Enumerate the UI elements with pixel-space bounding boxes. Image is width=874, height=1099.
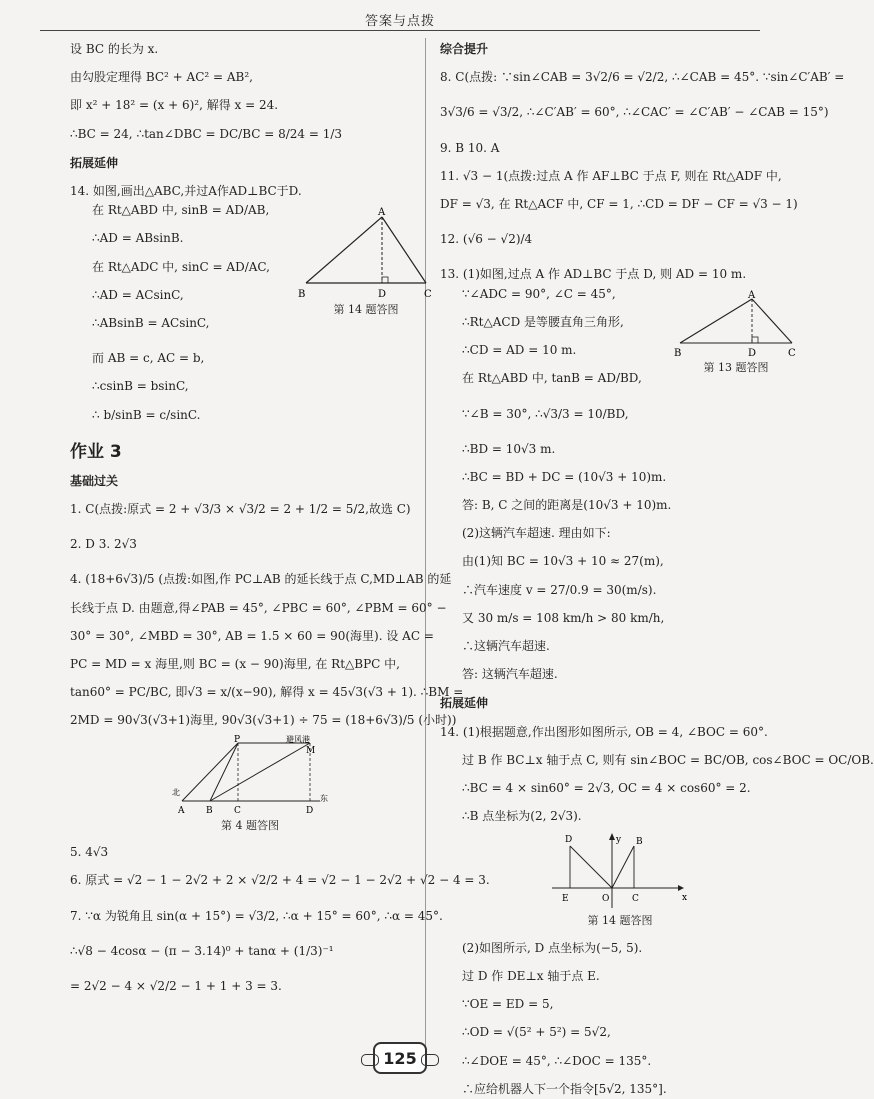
text-line: ∴BC = BD + DC = (10√3 + 10)m. <box>462 469 667 484</box>
label-east: 东 <box>320 793 328 803</box>
text-line: ∴AD = ABsinB. <box>92 231 184 246</box>
text-line: ∴OD = √(5² + 5²) = 5√2, <box>462 1025 611 1040</box>
text-line: = 2√2 − 4 × √2/2 − 1 + 1 + 3 = 3. <box>70 978 282 993</box>
text-line: ∴∠DOE = 45°, ∴∠DOC = 135°. <box>462 1053 652 1068</box>
q14-block <box>70 201 432 349</box>
text-line: 4. (18+6√3)/5 (点拨:如图,作 PC⊥AB 的延长线于点 C,MD⊥AB 的延 <box>70 572 452 587</box>
figure-13 <box>674 289 798 377</box>
text-line: ∴CD = AD = 10 m. <box>462 342 577 357</box>
text-line: ∴BC = 24, ∴tan∠DBC = DC/BC = 8/24 = 1/3 <box>70 126 343 141</box>
text-line: ∴BD = 10√3 m. <box>462 441 556 456</box>
text-line: 长线于点 D. 由题意,得∠PAB = 45°, ∠PBC = 60°, ∠PBM = 60° − <box>70 600 447 615</box>
text-line: 5. 4√3 <box>70 845 109 860</box>
line-ab <box>306 217 382 283</box>
text-line: ∴应给机器人下一个指令[5√2, 135°]. <box>462 1081 667 1096</box>
text-line: ∴ABsinB = ACsinC, <box>92 315 210 330</box>
text-line: 在 Rt△ADC 中, sinC = AD/AC, <box>92 259 270 274</box>
figure-14-right <box>550 830 690 930</box>
line-ob <box>612 846 634 888</box>
text-line: 由(1)知 BC = 10√3 + 10 ≈ 27(m), <box>462 554 664 569</box>
line-bm <box>210 743 310 801</box>
header-rule <box>40 30 760 31</box>
text-line: 由勾股定理得 BC² + AC² = AB², <box>70 70 253 85</box>
label-p: P <box>234 734 241 745</box>
q14-steps <box>70 201 270 333</box>
text-line: 11. √3 − 1(点拨:过点 A 作 AF⊥BC 于点 F, 则在 Rt△ADF 中, <box>440 168 782 183</box>
text-line: 答: 这辆汽车超速. <box>462 667 558 682</box>
figure-4 <box>170 735 330 835</box>
text-line: 13. (1)如图,过点 A 作 AD⊥BC 于点 D, 则 AD = 10 m. <box>440 267 747 282</box>
right-angle-mark <box>752 337 758 343</box>
triangle-figure-13 <box>674 289 798 359</box>
text-line: ∴这辆汽车超速. <box>462 639 550 653</box>
text-line: 6. 原式 = √2 − 1 − 2√2 + 2 × √2/2 + 4 = √2 − 1 − 2√2 + √2 − 4 = 3. <box>70 873 490 888</box>
q13-block <box>440 285 796 405</box>
header-title: 答案与点拨 <box>364 14 435 29</box>
line-bp <box>210 743 238 801</box>
text-line: 过 B 作 BC⊥x 轴于点 C, 则有 sin∠BOC = BC/OB, cos∠BOC = OC/OB. <box>462 752 874 767</box>
page-number-badge <box>373 1042 427 1074</box>
q13-steps <box>440 285 642 389</box>
text-line: 过 D 作 DE⊥x 轴于点 E. <box>462 969 600 984</box>
text-line: ∵∠B = 30°, ∴√3/3 = 10/BD, <box>462 406 629 421</box>
page-number: 125 <box>383 1048 417 1068</box>
text-line: PC = MD = x 海里,则 BC = (x − 90)海里, 在 Rt△BPC 中, <box>70 657 400 671</box>
text-line: 又 30 m/s = 108 km/h > 80 km/h, <box>462 610 665 625</box>
text-line: ∵OE = ED = 5, <box>462 997 554 1012</box>
text-line: ∴AD = ACsinC, <box>92 287 184 302</box>
text-line: ∴B 点坐标为(2, 2√3). <box>462 809 582 824</box>
text-line: ∴ b/sinB = c/sinC. <box>92 407 201 422</box>
label-a: A <box>378 207 386 219</box>
text-line: 8. C(点拨: ∵sin∠CAB = 3√2/6 = √2/2, ∴∠CAB = 45°. ∵sin∠C′AB′ = <box>440 70 845 85</box>
label-b: B <box>298 289 306 301</box>
right-column <box>440 40 874 1099</box>
label-d: D <box>565 835 573 846</box>
text-line: ∴BC = 4 × sin60° = 2√3, OC = 4 × cos60° = 2. <box>462 780 751 795</box>
section-heading: 综合提升 <box>440 42 489 56</box>
text-line: ∴Rt△ACD 是等腰直角三角形, <box>462 314 624 329</box>
label-a: A <box>178 805 185 816</box>
text-line: 3√3/6 = √3/2, ∴∠C′AB′ = 60°, ∴∠CAC′ = ∠C′AB′ − ∠CAB = 15°) <box>440 105 829 120</box>
text-line: (2)这辆汽车超速. 理由如下: <box>462 526 611 541</box>
text-line: ∴csinB = bsinC, <box>92 379 189 394</box>
figure-caption: 第 4 题答图 <box>221 818 279 832</box>
text-line: 1. C(点拨:原式 = 2 + √3/3 × √3/2 = 2 + 1/2 = 5/2,故选 C) <box>70 502 411 517</box>
line-od <box>570 846 612 888</box>
label-x: x <box>682 893 688 904</box>
coordinate-figure <box>550 830 690 912</box>
figure-caption: 第 14 题答图 <box>333 303 399 317</box>
text-line: 12. (√6 − √2)/4 <box>440 232 533 247</box>
label-a: A <box>748 289 756 301</box>
line-ap <box>182 743 238 801</box>
label-north: 北 <box>172 787 180 797</box>
text-line: 在 Rt△ABD 中, tanB = AD/BD, <box>462 371 642 386</box>
homework-heading: 作业 3 <box>70 441 122 462</box>
label-d: D <box>748 347 757 359</box>
text-line: 设 BC 的长为 x. <box>70 42 159 56</box>
page-header <box>0 0 800 34</box>
label-c: C <box>424 289 432 301</box>
line-ac <box>752 299 792 343</box>
section-heading: 拓展延伸 <box>70 155 119 170</box>
label-b: B <box>674 347 682 359</box>
text-line: 即 x² + 18² = (x + 6)², 解得 x = 24. <box>70 98 279 113</box>
label-c: C <box>788 347 796 359</box>
column-divider <box>425 38 426 1048</box>
line-ac <box>382 217 426 283</box>
figure-caption: 第 13 题答图 <box>703 360 769 374</box>
text-line: DF = √3, 在 Rt△ACF 中, CF = 1, ∴CD = DF − CF = √3 − 1) <box>440 196 798 211</box>
right-angle-mark <box>382 277 388 283</box>
text-line: 而 AB = c, AC = b, <box>92 351 205 366</box>
text-line: 14. (1)根据题意,作出图形如图所示, OB = 4, ∠BOC = 60°. <box>440 724 768 739</box>
text-line: ∴汽车速度 v = 27/0.9 = 30(m/s). <box>462 582 657 597</box>
text-line: tan60° = PC/BC, 即√3 = x/(x−90), 解得 x = 45√3(√3 + 1). ∴BM = <box>70 685 464 700</box>
text-line: 2. D 3. 2√3 <box>70 537 137 552</box>
text-line: 7. ∵α 为锐角且 sin(α + 15°) = √3/2, ∴α + 15° = 60°, ∴α = 45°. <box>70 908 443 923</box>
text-line: (2)如图所示, D 点坐标为(−5, 5). <box>462 940 643 955</box>
text-line: 在 Rt△ABD 中, sinB = AD/AB, <box>92 203 270 218</box>
label-port: 避风港 <box>286 734 310 744</box>
label-d: D <box>378 289 387 301</box>
text-line: ∵∠ADC = 90°, ∠C = 45°, <box>462 286 616 301</box>
line-ab <box>680 299 752 343</box>
label-b: B <box>206 805 213 816</box>
label-b: B <box>636 837 643 848</box>
navigation-figure <box>170 735 330 817</box>
triangle-figure <box>296 205 436 301</box>
text-line: 9. B 10. A <box>440 140 500 155</box>
y-axis-arrow <box>609 833 615 840</box>
text-line: 答: B, C 之间的距离是(10√3 + 10)m. <box>462 498 672 513</box>
label-c: C <box>234 805 241 816</box>
text-line: 14. 如图,画出△ABC,并过A作AD⊥BC于D. <box>70 183 302 198</box>
label-m: M <box>306 745 316 756</box>
label-e: E <box>562 894 569 905</box>
text-line: ∴√8 − 4cosα − (π − 3.14)⁰ + tanα + (1/3)⁻¹ <box>70 943 334 958</box>
label-y: y <box>616 835 622 846</box>
label-o: O <box>602 894 610 905</box>
text-line: 2MD = 90√3(√3+1)海里, 90√3(√3+1) ÷ 75 = (18+6√3)/5 (小时)) <box>70 713 457 728</box>
section-heading: 基础过关 <box>70 473 119 488</box>
text-line: 30° = 30°, ∠MBD = 30°, AB = 1.5 × 60 = 90(海里). 设 AC = <box>70 628 434 643</box>
figure-caption: 第 14 题答图 <box>587 914 653 928</box>
figure-14-left <box>296 205 436 319</box>
x-axis-arrow <box>678 885 684 891</box>
section-heading: 拓展延伸 <box>440 696 489 711</box>
label-d: D <box>306 805 314 816</box>
label-c: C <box>632 894 639 905</box>
